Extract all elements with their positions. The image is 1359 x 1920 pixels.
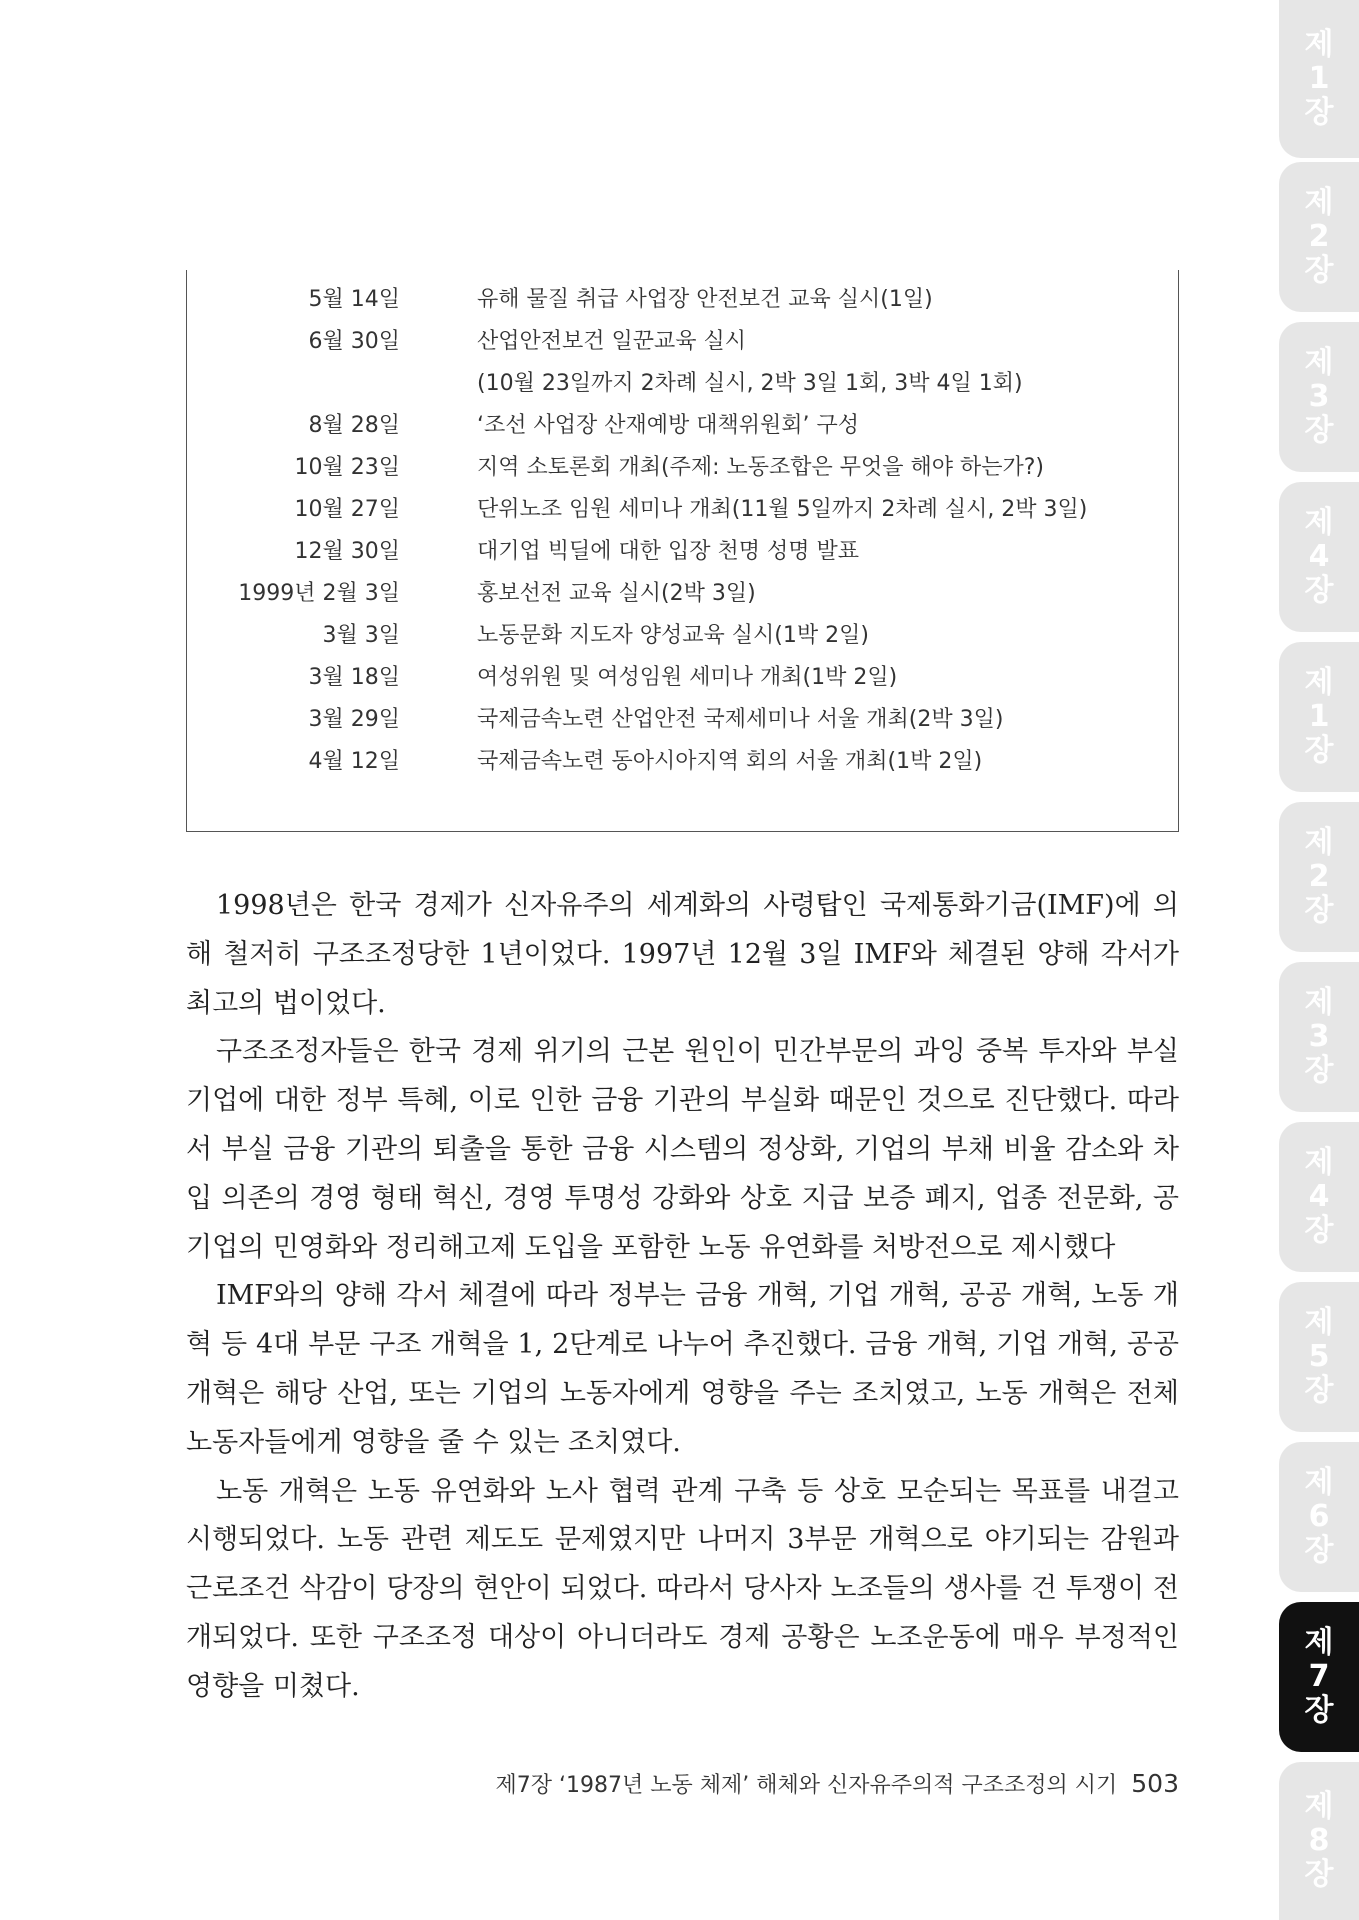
- tab-label: 장: [1304, 1857, 1334, 1892]
- tab-number: 3: [1308, 1019, 1330, 1054]
- tab-label: 제: [1304, 185, 1334, 220]
- timeline-row: [187, 742, 1178, 782]
- body-text: [186, 882, 1179, 1712]
- timeline-date: 10월 27일: [294, 497, 400, 522]
- timeline-row: [187, 448, 1178, 488]
- timeline-date: 3월 29일: [308, 707, 400, 732]
- tab-label: 장: [1304, 95, 1334, 130]
- chapter-tab-active[interactable]: [1279, 1602, 1359, 1752]
- timeline-date: 6월 30일: [308, 329, 400, 354]
- timeline-row: [187, 364, 1178, 404]
- timeline-date: 12월 30일: [294, 539, 400, 564]
- timeline-row: [187, 616, 1178, 656]
- tab-number: 3: [1308, 379, 1330, 414]
- chapter-tab[interactable]: [1279, 0, 1359, 158]
- running-title: 제7장 ‘1987년 노동 체제’ 해체와 신자유주의적 구조조정의 시기: [495, 1773, 1118, 1798]
- timeline-date: 5월 14일: [308, 287, 400, 312]
- tab-number: 1: [1308, 61, 1330, 96]
- timeline-event: 국제금속노련 산업안전 국제세미나 서울 개최(2박 3일): [477, 707, 1004, 732]
- timeline-row: [187, 532, 1178, 572]
- tab-label: 제: [1304, 1305, 1334, 1340]
- tab-number: 4: [1308, 1179, 1330, 1214]
- timeline-event: 산업안전보건 일꾼교육 실시: [477, 329, 747, 354]
- timeline-row: [187, 280, 1178, 320]
- tab-label: 장: [1304, 573, 1334, 608]
- tab-label: 장: [1304, 733, 1334, 768]
- timeline-date: 4월 12일: [308, 749, 400, 774]
- chapter-tabs: [1279, 0, 1359, 1920]
- timeline-event: ‘조선 사업장 산재예방 대책위원회’ 구성: [477, 413, 859, 438]
- tab-label: 장: [1304, 1373, 1334, 1408]
- timeline-row: [187, 574, 1178, 614]
- chapter-tab[interactable]: [1279, 322, 1359, 472]
- tab-label: 장: [1304, 1213, 1334, 1248]
- tab-number: 8: [1308, 1823, 1330, 1858]
- tab-label: 제: [1304, 27, 1334, 62]
- tab-label: 장: [1304, 253, 1334, 288]
- tab-label: 장: [1304, 1533, 1334, 1568]
- timeline-event: 단위노조 임원 세미나 개최(11월 5일까지 2차례 실시, 2박 3일): [477, 497, 1088, 522]
- timeline-row: [187, 406, 1178, 446]
- tab-number: 6: [1308, 1499, 1330, 1534]
- chapter-tab[interactable]: [1279, 642, 1359, 792]
- tab-label: 제: [1304, 1625, 1334, 1660]
- tab-number: 2: [1308, 859, 1330, 894]
- tab-label: 장: [1304, 1693, 1334, 1728]
- timeline-event: 지역 소토론회 개최(주제: 노동조합은 무엇을 해야 하는가?): [477, 455, 1045, 480]
- chapter-tab[interactable]: [1279, 1122, 1359, 1272]
- tab-label: 제: [1304, 1145, 1334, 1180]
- tab-label: 제: [1304, 1789, 1334, 1824]
- timeline-date: 8월 28일: [308, 413, 400, 438]
- paragraph: 1998년은 한국 경제가 신자유주의 세계화의 사령탑인 국제통화기금(IMF)에 의해 철저히 구조조정당한 1년이었다. 1997년 12월 3일 IMF와 체결된 양해 각서가 최고의 법이었다.: [186, 890, 1179, 1019]
- timeline-row: [187, 322, 1178, 362]
- timeline-event: 노동문화 지도자 양성교육 실시(1박 2일): [477, 623, 869, 648]
- tab-label: 장: [1304, 893, 1334, 928]
- page-number: 503: [1131, 1769, 1179, 1798]
- timeline-date: 1999년 2월 3일: [238, 581, 400, 606]
- paragraph: IMF와의 양해 각서 체결에 따라 정부는 금융 개혁, 기업 개혁, 공공 개혁, 노동 개혁 등 4대 부문 구조 개혁을 1, 2단계로 나누어 추진했다. 금융 개혁, 기업 개혁, 공공 개혁은 해당 산업, 또는 기업의 노동자에게 영향을 주는 조치였고, 노동 개혁은 전체 노동자들에게 영향을 줄 수 있는 조치였다.: [186, 1280, 1179, 1458]
- timeline-box: [186, 270, 1179, 832]
- timeline-event: 유해 물질 취급 사업장 안전보건 교육 실시(1일): [477, 287, 933, 312]
- tab-number: 7: [1308, 1659, 1330, 1694]
- tab-label: 장: [1304, 1053, 1334, 1088]
- timeline-row: [187, 658, 1178, 698]
- tab-number: 1: [1308, 699, 1330, 734]
- timeline-event: 여성위원 및 여성임원 세미나 개최(1박 2일): [477, 665, 898, 690]
- paragraph: 노동 개혁은 노동 유연화와 노사 협력 관계 구축 등 상호 모순되는 목표를 내걸고 시행되었다. 노동 관련 제도도 문제였지만 나머지 3부문 개혁으로 야기되는 감원과 근로조건 삭감이 당장의 현안이 되었다. 따라서 당사자 노조들의 생사를 건 투쟁이 전개되었다. 또한 구조조정 대상이 아니더라도 경제 공황은 노조운동에 매우 부정적인 영향을 미쳤다.: [186, 1475, 1179, 1702]
- timeline-event: 국제금속노련 동아시아지역 회의 서울 개최(1박 2일): [477, 749, 983, 774]
- page-footer: [496, 1768, 1179, 1799]
- tab-label: 제: [1304, 665, 1334, 700]
- timeline-row: [187, 490, 1178, 530]
- tab-number: 4: [1308, 539, 1330, 574]
- tab-label: 제: [1304, 985, 1334, 1020]
- timeline-date: 3월 3일: [322, 623, 400, 648]
- tab-number: 2: [1308, 219, 1330, 254]
- chapter-tab[interactable]: [1279, 162, 1359, 312]
- tab-number: 5: [1308, 1339, 1330, 1374]
- timeline-event: (10월 23일까지 2차례 실시, 2박 3일 1회, 3박 4일 1회): [477, 371, 1023, 396]
- chapter-tab[interactable]: [1279, 1282, 1359, 1432]
- tab-label: 제: [1304, 1465, 1334, 1500]
- timeline-row: [187, 700, 1178, 740]
- timeline-event: 홍보선전 교육 실시(2박 3일): [477, 581, 756, 606]
- chapter-tab[interactable]: [1279, 1762, 1359, 1920]
- chapter-tab[interactable]: [1279, 482, 1359, 632]
- chapter-tab[interactable]: [1279, 1442, 1359, 1592]
- timeline-date: 3월 18일: [308, 665, 400, 690]
- timeline-date: 10월 23일: [294, 455, 400, 480]
- tab-label: 제: [1304, 505, 1334, 540]
- tab-label: 제: [1304, 345, 1334, 380]
- paragraph: 구조조정자들은 한국 경제 위기의 근본 원인이 민간부문의 과잉 중복 투자와 부실 기업에 대한 정부 특혜, 이로 인한 금융 기관의 부실화 때문인 것으로 진단했다. 따라서 부실 금융 기관의 퇴출을 통한 금융 시스템의 정상화, 기업의 부채 비율 감소와 차입 의존의 경영 형태 혁신, 경영 투명성 강화와 상호 지급 보증 폐지, 업종 전문화, 공기업의 민영화와 정리해고제 도입을 포함한 노동 유연화를 처방전으로 제시했다: [186, 1036, 1179, 1263]
- chapter-tab[interactable]: [1279, 962, 1359, 1112]
- chapter-tab[interactable]: [1279, 802, 1359, 952]
- tab-label: 제: [1304, 825, 1334, 860]
- tab-label: 장: [1304, 413, 1334, 448]
- timeline-event: 대기업 빅딜에 대한 입장 천명 성명 발표: [477, 539, 859, 564]
